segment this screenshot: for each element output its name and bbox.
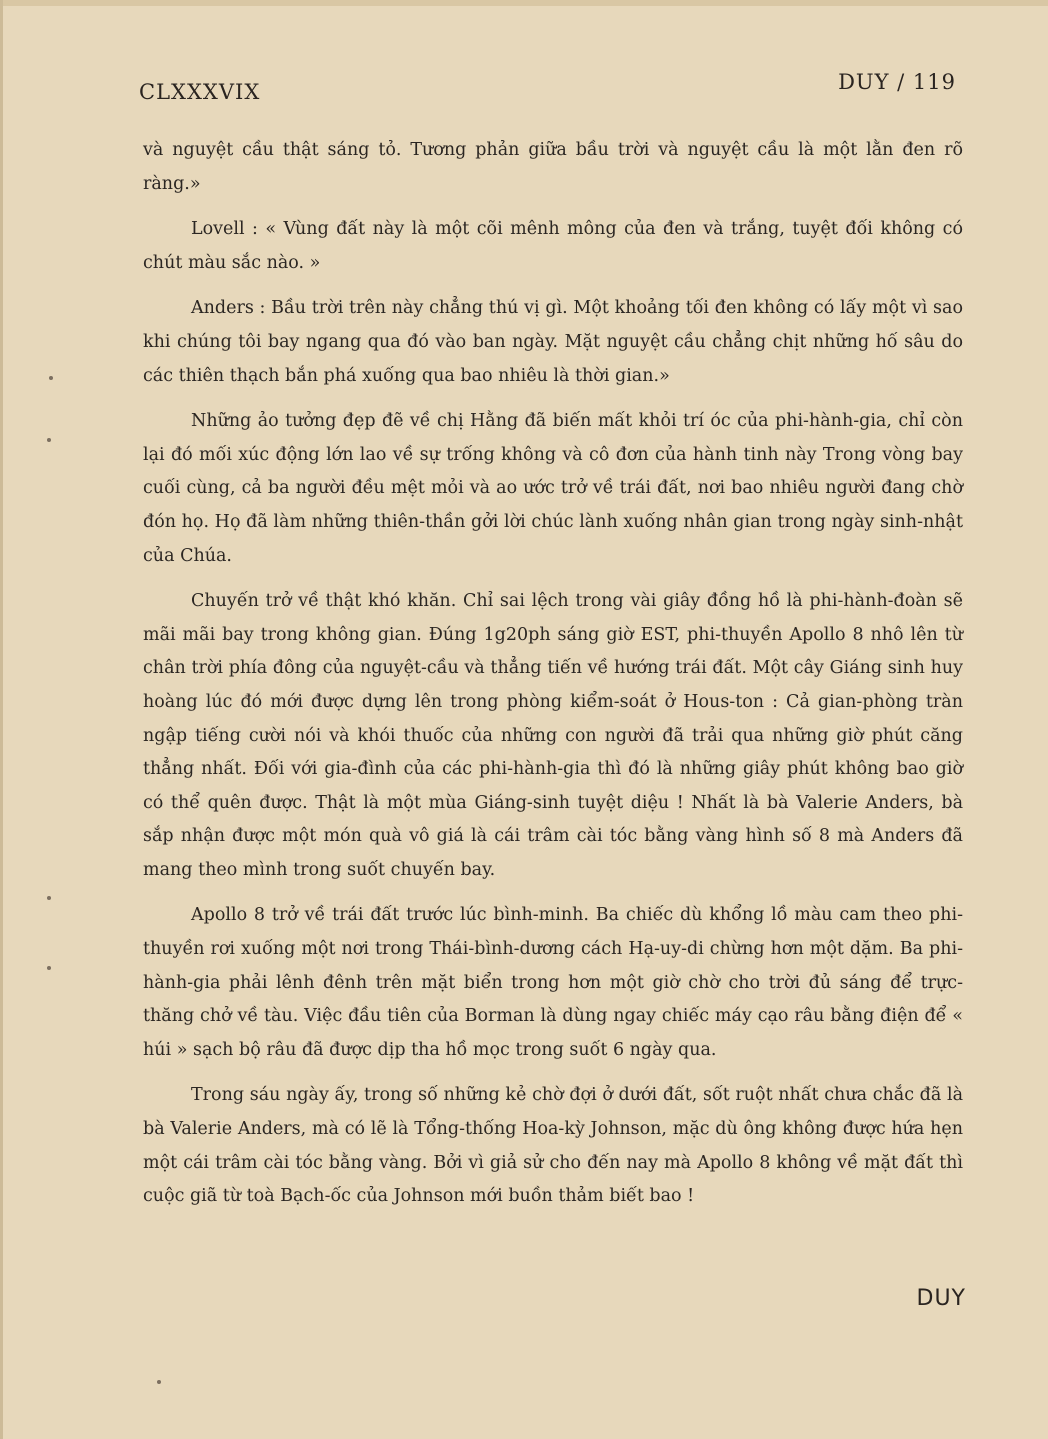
paragraph-anders-quote: Anders : Bầu trời trên này chẳng thú vị gì. Một khoảng tối đen không có lấy một vì sao khi chúng tôi bay ngang qua đó vào ban ngày. Mặt nguyệt cầu chẳng chịt những hố sâu do các thiên thạch bắn phá xuống qua bao nhiêu là thời gian.» (143, 298, 963, 386)
paragraph-return-trip: Chuyến trở về thật khó khăn. Chỉ sai lệch trong vài giây đồng hồ là phi-hành-đoàn sẽ mãi mãi bay trong không gian. Đúng 1g20ph sáng giờ EST, phi-thuyền Apollo 8 nhô lên từ chân trời phía đông của nguyệt-cầu và thẳng tiến về hướng trái đất. Một cây Giáng sinh huy hoàng lúc đó mới được dựng lên trong phòng kiểm-soát ở Hous-ton : Cả gian-phòng tràn ngập tiếng cười nói và khói thuốc của những con người đã trải qua những giờ phút căng thẳng nhất. Đối với gia-đình của các phi-hành-gia thì đó là những giây phút không bao giờ có thể quên được. Thật là một mùa Giáng-sinh tuyệt diệu ! Nhất là bà Valerie Anders, bà sắp nhận được một món quà vô giá là cái trâm cài tóc bằng vàng hình số 8 mà Anders đã mang theo mình trong suốt chuyến bay. (143, 591, 963, 880)
author-signature: DUY (916, 1286, 966, 1311)
paragraph-splashdown: Apollo 8 trở về trái đất trước lúc bình-minh. Ba chiếc dù khổng lồ màu cam theo phi-thuyền rơi xuống một nơi trong Thái-bình-dương cách Hạ-uy-di chừng hơn một dặm. Ba phi-hành-gia phải lênh đênh trên mặt biển trong hơn một giờ chờ cho trời đủ sáng để trực-thăng chở về tàu. Việc đầu tiên của Borman là dùng ngay chiếc máy cạo râu bằng điện để « húi » sạch bộ râu đã được dịp tha hồ mọc trong suốt 6 ngày qua. (143, 905, 963, 1060)
paper-speck (49, 376, 53, 380)
page-header-author-page: DUY / 119 (838, 70, 956, 94)
paper-speck (47, 896, 51, 900)
paper-speck (47, 966, 51, 970)
paragraph-johnson: Trong sáu ngày ấy, trong số những kẻ chờ đợi ở dưới đất, sốt ruột nhất chưa chắc đã là bà Valerie Anders, mà có lẽ là Tổng-thống Hoa-kỳ Johnson, mặc dù ông không được hứa hẹn một cái trâm cài tóc bằng vàng. Bởi vì giả sử cho đến nay mà Apollo 8 không về mặt đất thì cuộc giã từ toà Bạch-ốc của Johnson mới buồn thảm biết bao ! (143, 1085, 963, 1207)
paragraph-lovell-quote: Lovell : « Vùng đất này là một cõi mênh mông của đen và trắng, tuyệt đối không có chút màu sắc nào. » (143, 219, 963, 273)
paragraph-continuation: và nguyệt cầu thật sáng tỏ. Tương phản giữa bầu trời và nguyệt cầu là một lằn đen rõ ràng.» (143, 140, 963, 194)
paper-speck (157, 1380, 161, 1384)
paragraph-illusions: Những ảo tưởng đẹp đẽ về chị Hằng đã biến mất khỏi trí óc của phi-hành-gia, chỉ còn lại đó mối xúc động lớn lao về sự trống không và cô đơn của hành tinh này Trong vòng bay cuối cùng, cả ba người đều mệt mỏi và ao ước trở về trái đất, nơi bao nhiêu người đang chờ đón họ. Họ đã làm những thiên-thần gởi lời chúc lành xuống nhân gian trong ngày sinh-nhật của Chúa. (143, 411, 963, 566)
chapter-number: CLXXXVIX (139, 80, 261, 104)
page-top-edge (3, 0, 1048, 6)
paper-speck (47, 438, 51, 442)
article-body (143, 134, 963, 1226)
